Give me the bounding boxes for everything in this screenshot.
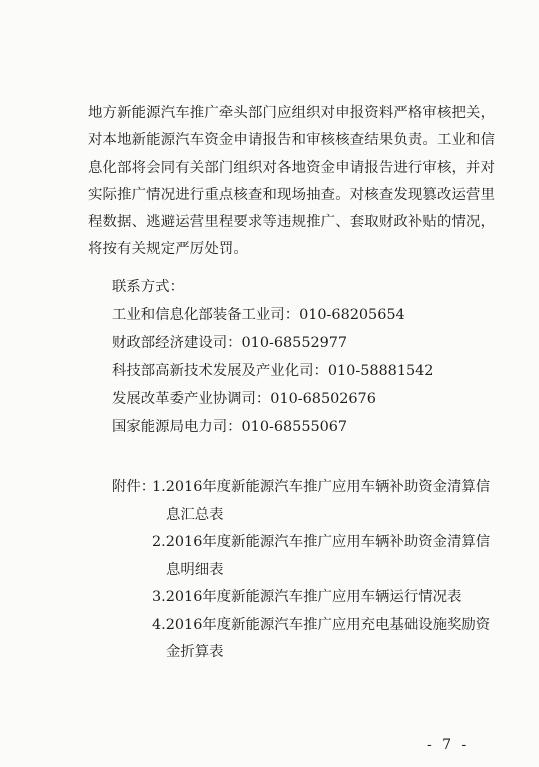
contact-heading: 联系方式： [112,279,184,295]
attachment-title-cont: 金折算表 [166,644,224,660]
attachment-title-cont: 息汇总表 [166,506,224,523]
paragraph-line: 息化部将会同有关部门组织对各地资金申请报告进行审核，并对 [88,159,496,176]
paragraph-line: 实际推广情况进行重点核查和现场抽查。对核查发现篡改运营里 [88,186,496,203]
attachment-title: 4.2016年度新能源汽车推广应用充电基础设施奖励资 [152,616,491,633]
attachment-item [112,584,512,612]
attachment-title: 1.2016年度新能源汽车推广应用车辆补助资金清算信 [152,479,491,495]
attachment-item [112,529,512,584]
attachment-item [112,474,512,529]
paragraph-line: 对本地新能源汽车资金申请报告和审核核查结果负责。工业和信 [88,132,496,149]
body-paragraph [88,100,496,264]
contact-item: 工业和信息化部装备工业司：010-68205654 [112,307,405,323]
page-number: - 7 - [427,737,470,753]
contact-section [112,273,492,441]
attachment-title-cont: 息明细表 [166,561,224,578]
paragraph-line: 将按有关规定严厉处罚。 [88,241,248,258]
paragraph-line: 程数据、逃避运营里程要求等违规推广、套取财政补贴的情况， [88,214,496,231]
attachment-title: 2.2016年度新能源汽车推广应用车辆补助资金清算信 [152,534,491,550]
attachments-section [112,474,512,667]
attachments-list [112,474,512,667]
attachment-item [112,612,512,667]
paragraph-line: 地方新能源汽车推广牵头部门应组织对申报资料严格审核把关， [88,105,496,121]
contact-item: 科技部高新技术发展及产业化司：010-58881542 [112,363,434,379]
contact-item: 财政部经济建设司：010-68552977 [112,335,348,351]
contact-item: 国家能源局电力司：010-68555067 [112,419,348,435]
attachments-label: 附件： [112,479,156,495]
contact-item: 发展改革委产业协调司：010-68502676 [112,391,376,407]
attachment-title: 3.2016年度新能源汽车推广应用车辆运行情况表 [152,589,462,605]
